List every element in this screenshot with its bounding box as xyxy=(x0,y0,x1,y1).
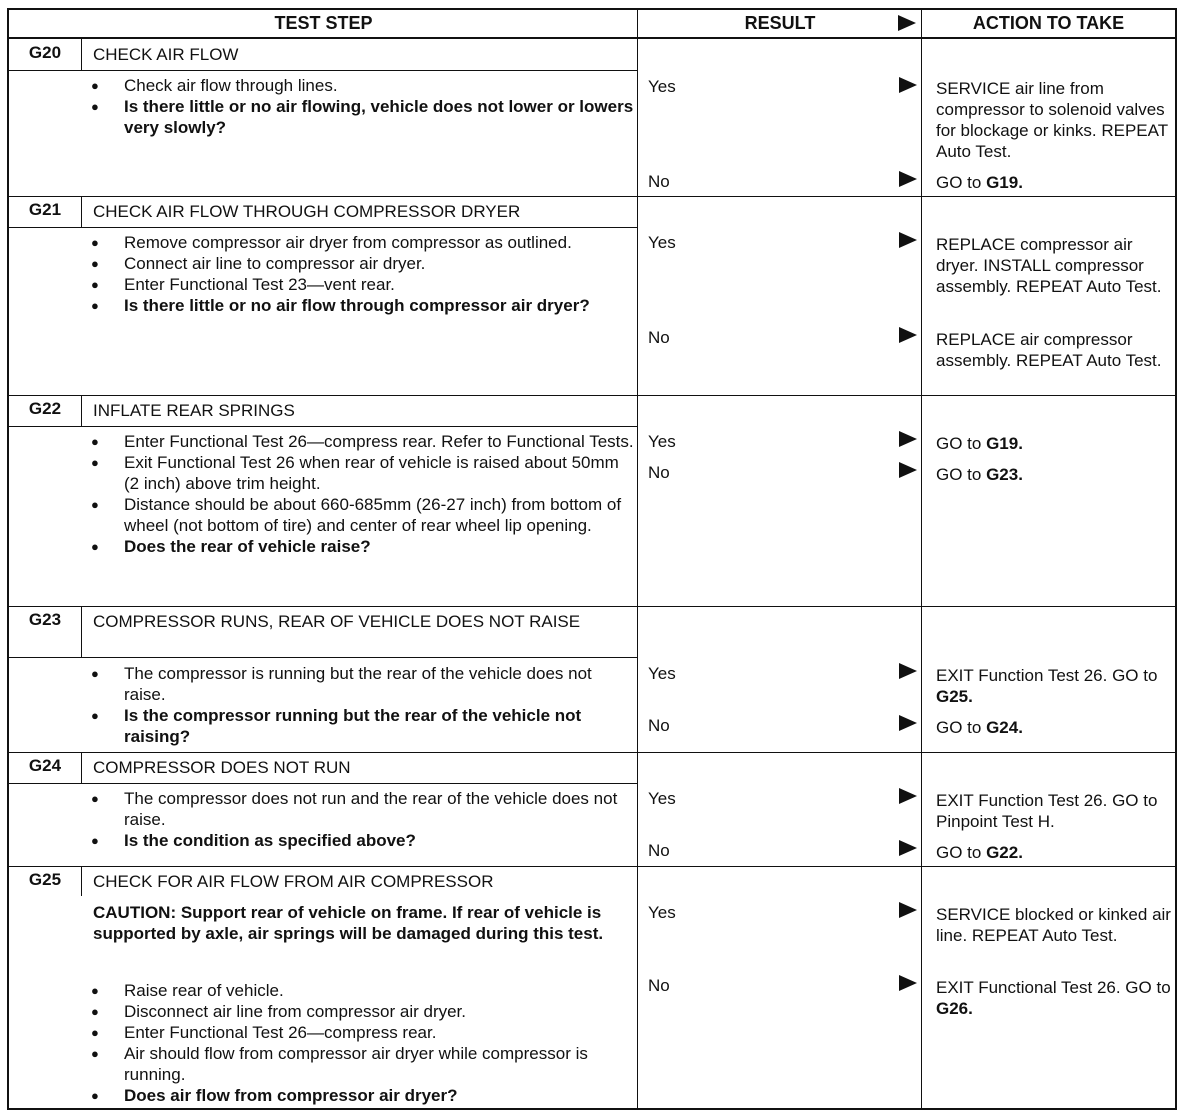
step-body xyxy=(87,232,635,316)
step-id: G22 xyxy=(28,399,62,418)
action-ref: G24 xyxy=(986,718,1019,737)
result-yes: Yes xyxy=(648,664,676,683)
action-punct: . xyxy=(968,687,973,706)
row-divider xyxy=(9,606,1175,607)
bullet-item: ● Enter Functional Test 26—compress rear. xyxy=(87,1022,635,1043)
step-title: COMPRESSOR RUNS, REAR OF VEHICLE DOES NOT RAISE xyxy=(93,612,581,631)
arrow-icon xyxy=(899,902,917,918)
action-punct: . xyxy=(1018,843,1023,862)
question-item: ● Is the condition as specified above? xyxy=(87,830,635,851)
action-text: GO to xyxy=(936,173,987,192)
step-body xyxy=(87,431,635,557)
step-title: CHECK AIR FLOW xyxy=(93,45,239,64)
question-item: ● Does the rear of vehicle raise? xyxy=(87,536,635,557)
step-body xyxy=(87,75,635,138)
question-item: ● Is the compressor running but the rear of the vehicle not raising? xyxy=(87,705,635,747)
action-yes: SERVICE air line from compressor to solenoid valves for blockage or kinks. REPEAT Auto Test. xyxy=(936,79,1168,161)
row-divider xyxy=(9,227,638,228)
bullet-item: ● Exit Functional Test 26 when rear of vehicle is raised about 50mm (2 inch) above trim height. xyxy=(87,452,635,494)
step-id: G21 xyxy=(28,200,62,219)
action-ref: G19 xyxy=(986,173,1019,192)
action-ref: G19 xyxy=(986,434,1019,453)
arrow-icon xyxy=(899,77,917,93)
question-item: ● Does air flow from compressor air dryer? xyxy=(87,1085,635,1106)
result-yes: Yes xyxy=(648,432,676,451)
result-yes: Yes xyxy=(648,233,676,252)
row-divider xyxy=(9,395,1175,396)
action-no xyxy=(936,464,1176,485)
arrow-icon xyxy=(899,232,917,248)
step-id: G23 xyxy=(28,610,62,629)
result-yes: Yes xyxy=(648,903,676,922)
action-yes: REPLACE compressor air dryer. INSTALL compressor assembly. REPEAT Auto Test. xyxy=(936,235,1162,296)
result-no: No xyxy=(648,716,670,735)
bullet-item: ● Enter Functional Test 26—compress rear. Refer to Functional Tests. xyxy=(87,431,635,452)
step-id: G24 xyxy=(28,756,62,775)
result-no: No xyxy=(648,976,670,995)
step-title: COMPRESSOR DOES NOT RUN xyxy=(93,758,351,777)
result-no: No xyxy=(648,172,670,191)
bullet-item: ● The compressor is running but the rear of the vehicle does not raise. xyxy=(87,663,635,705)
action-no xyxy=(936,842,1176,863)
bullet-item: ● Check air flow through lines. xyxy=(87,75,635,96)
result-no: No xyxy=(648,463,670,482)
arrow-icon xyxy=(899,171,917,187)
step-title: CHECK FOR AIR FLOW FROM AIR COMPRESSOR xyxy=(93,872,494,891)
action-yes xyxy=(936,665,1176,707)
bullet-item: ● Enter Functional Test 23—vent rear. xyxy=(87,274,635,295)
row-divider xyxy=(9,426,638,427)
action-no: REPLACE air compressor assembly. REPEAT Auto Test. xyxy=(936,330,1162,370)
action-ref: G23 xyxy=(986,465,1019,484)
action-yes: EXIT Function Test 26. GO to Pinpoint Test H. xyxy=(936,791,1158,831)
arrow-icon xyxy=(899,715,917,731)
row-divider xyxy=(9,752,1175,753)
header-arrow-icon xyxy=(898,15,916,31)
action-text: EXIT Functional Test 26. GO to xyxy=(936,978,1171,997)
bullet-item: ● Distance should be about 660-685mm (26-27 inch) from bottom of wheel (not bottom of tire) and center of rear wheel lip opening. xyxy=(87,494,635,536)
action-text: GO to xyxy=(936,843,987,862)
action-ref: G25 xyxy=(936,687,969,706)
row-divider xyxy=(9,657,638,658)
header-result-label: RESULT xyxy=(744,13,816,33)
header-result xyxy=(638,10,922,39)
arrow-icon xyxy=(899,462,917,478)
action-punct: . xyxy=(1018,434,1023,453)
action-ref: G26 xyxy=(936,999,969,1018)
step-id: G25 xyxy=(28,870,62,889)
step-body xyxy=(87,788,635,851)
bullet-item: ● Disconnect air line from compressor air dryer. xyxy=(87,1001,635,1022)
step-title: INFLATE REAR SPRINGS xyxy=(93,401,295,420)
action-text: GO to xyxy=(936,465,987,484)
arrow-icon xyxy=(899,975,917,991)
caution-note: CAUTION: Support rear of vehicle on frame. If rear of vehicle is supported by axle, air springs will be damaged during this test. xyxy=(93,903,604,943)
step-body xyxy=(87,980,635,1106)
step-title: CHECK AIR FLOW THROUGH COMPRESSOR DRYER xyxy=(93,202,521,221)
action-text: GO to xyxy=(936,718,987,737)
arrow-icon xyxy=(899,663,917,679)
action-yes: SERVICE blocked or kinked air line. REPEAT Auto Test. xyxy=(936,905,1171,945)
step-id-divider xyxy=(81,395,82,426)
bullet-item: ● Connect air line to compressor air dryer. xyxy=(87,253,635,274)
arrow-icon xyxy=(899,327,917,343)
step-id-divider xyxy=(81,606,82,657)
bullet-item: ● Remove compressor air dryer from compressor as outlined. xyxy=(87,232,635,253)
action-no xyxy=(936,977,1176,1019)
question-item: ● Is there little or no air flow through compressor air dryer? xyxy=(87,295,635,316)
action-punct: . xyxy=(968,999,973,1018)
result-yes: Yes xyxy=(648,77,676,96)
arrow-icon xyxy=(899,788,917,804)
action-no xyxy=(936,172,1176,193)
question-item: ● Is there little or no air flowing, vehicle does not lower or lowers very slowly? xyxy=(87,96,635,138)
arrow-icon xyxy=(899,431,917,447)
column-divider xyxy=(921,10,922,1108)
action-punct: . xyxy=(1018,465,1023,484)
step-id-divider xyxy=(81,866,82,896)
step-id: G20 xyxy=(28,43,62,62)
result-yes: Yes xyxy=(648,789,676,808)
bullet-item: ● Raise rear of vehicle. xyxy=(87,980,635,1001)
action-punct: . xyxy=(1018,173,1023,192)
bullet-item: ● Air should flow from compressor air dryer while compressor is running. xyxy=(87,1043,635,1085)
action-text: EXIT Function Test 26. GO to xyxy=(936,666,1158,685)
result-no: No xyxy=(648,328,670,347)
action-ref: G22 xyxy=(986,843,1019,862)
step-id-divider xyxy=(81,39,82,70)
row-divider xyxy=(9,866,1175,867)
header-action: ACTION TO TAKE xyxy=(922,10,1175,39)
step-body xyxy=(93,902,623,958)
action-no xyxy=(936,717,1176,738)
result-no: No xyxy=(648,841,670,860)
row-divider xyxy=(9,783,638,784)
diagnostic-table xyxy=(7,8,1177,1110)
step-id-divider xyxy=(81,752,82,783)
row-divider xyxy=(9,70,638,71)
bullet-item: ● The compressor does not run and the rear of the vehicle does not raise. xyxy=(87,788,635,830)
action-yes xyxy=(936,433,1176,454)
column-divider xyxy=(637,10,638,1108)
row-divider xyxy=(9,196,1175,197)
step-body xyxy=(87,663,635,747)
step-id-divider xyxy=(81,196,82,227)
arrow-icon xyxy=(899,840,917,856)
header-test-step: TEST STEP xyxy=(9,10,638,39)
action-text: GO to xyxy=(936,434,987,453)
action-punct: . xyxy=(1018,718,1023,737)
